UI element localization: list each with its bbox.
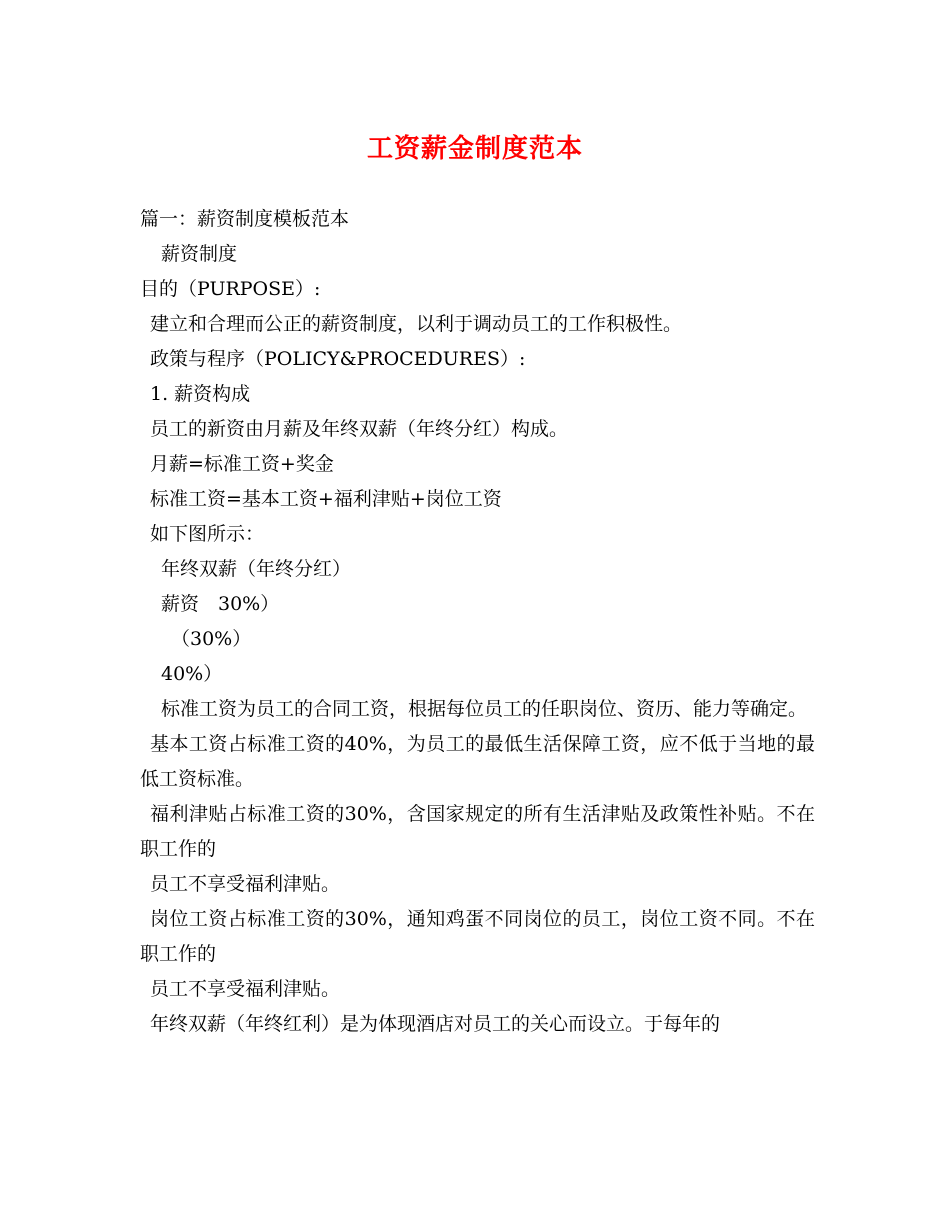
purpose-label: 目的（PURPOSE）: — [140, 278, 321, 300]
figure-text-line: （30%） — [171, 628, 252, 650]
formula-line: 月薪=标准工资+奖金 — [150, 453, 334, 475]
section-heading: 篇一：薪资制度模板范本 — [140, 208, 350, 230]
paragraph: 福利津贴占标准工资的30%，含国家规定的所有生活津贴及政策性补贴。不在职工作的 — [140, 803, 815, 860]
policy-label: 政策与程序（POLICY&PROCEDURES）: — [150, 348, 526, 370]
paragraph: 标准工资为员工的合同工资，根据每位员工的任职岗位、资历、能力等确定。 — [161, 698, 808, 720]
figure-text-line: 年终双薪（年终分红） — [161, 558, 352, 580]
subheading: 薪资制度 — [161, 243, 238, 265]
paragraph-line: 员工不享受福利津贴。 — [150, 978, 341, 1000]
document-body — [140, 202, 815, 1042]
document-title: 工资薪金制度范本 — [366, 134, 583, 164]
paragraph-line: 年终双薪（年终红利）是为体现酒店对员工的关心而设立。于每年的 — [150, 1013, 721, 1035]
paragraph-line: 员工的新资由月薪及年终双薪（年终分红）构成。 — [150, 418, 569, 440]
paragraph: 岗位工资占标准工资的30%，通知鸡蛋不同岗位的员工，岗位工资不同。不在职工作的 — [140, 908, 815, 965]
formula-line: 标准工资=基本工资+福利津贴+岗位工资 — [150, 488, 502, 510]
paragraph-line: 如下图所示： — [150, 523, 265, 545]
paragraph-line: 员工不享受福利津贴。 — [150, 873, 341, 895]
list-item-heading: 1. 薪资构成 — [150, 383, 251, 405]
figure-text-line: 40%） — [161, 663, 223, 685]
purpose-text: 建立和合理而公正的薪资制度，以利于调动员工的工作积极性。 — [150, 313, 683, 335]
paragraph: 基本工资占标准工资的40%，为员工的最低生活保障工资，应不低于当地的最低工资标准。 — [140, 733, 815, 790]
figure-text-line: 薪资 30%） — [161, 593, 280, 615]
